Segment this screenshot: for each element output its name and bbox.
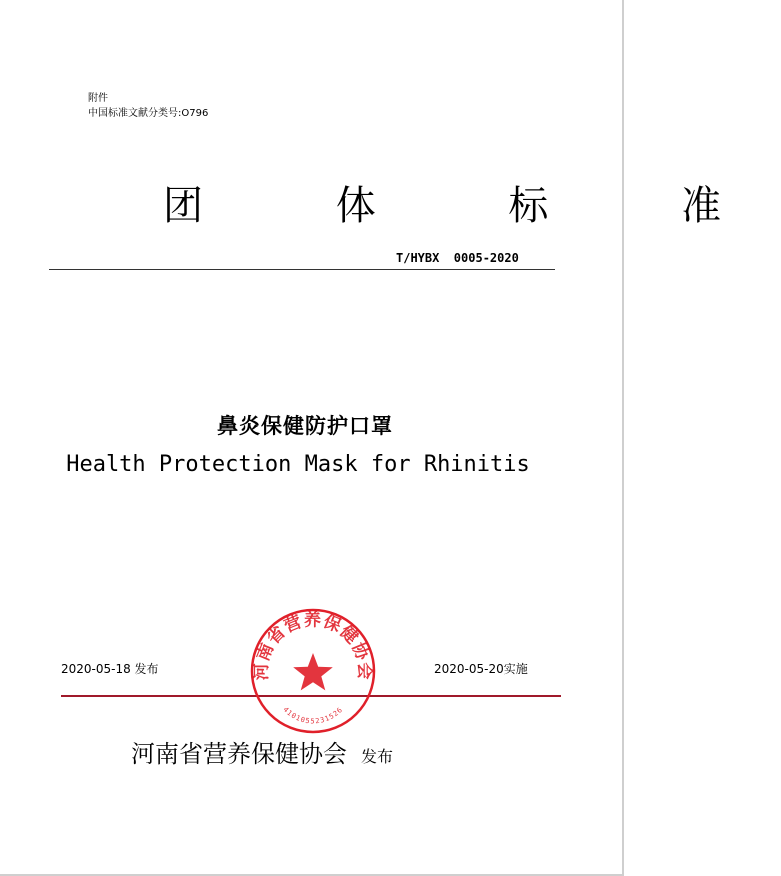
seal-number-text: 4101055231526 (281, 705, 345, 726)
classification-code: 中国标准文献分类号:O796 (88, 108, 209, 119)
document-type-heading: 团 体 标 准 (163, 183, 781, 229)
official-seal (248, 606, 378, 736)
publisher-line (131, 734, 393, 769)
seal-organization-text: 河南省营养保健协会 (251, 610, 375, 681)
top-divider (49, 269, 555, 270)
title-english: Health Protection Mask for Rhinitis (66, 452, 530, 477)
title-chinese: 鼻炎保健防护口罩 (217, 414, 393, 438)
seal-star-icon (293, 653, 333, 690)
publisher-suffix: 发布 (361, 747, 394, 766)
standard-number: T/HYBX 0005-2020 (396, 251, 519, 265)
effective-date: 2020-05-20实施 (434, 662, 528, 676)
publisher-name: 河南省营养保健协会 (131, 740, 347, 768)
attachment-label: 附件 (88, 93, 108, 104)
publish-date: 2020-05-18 发布 (61, 662, 159, 676)
svg-text:4101055231526 (281, 706, 344, 726)
